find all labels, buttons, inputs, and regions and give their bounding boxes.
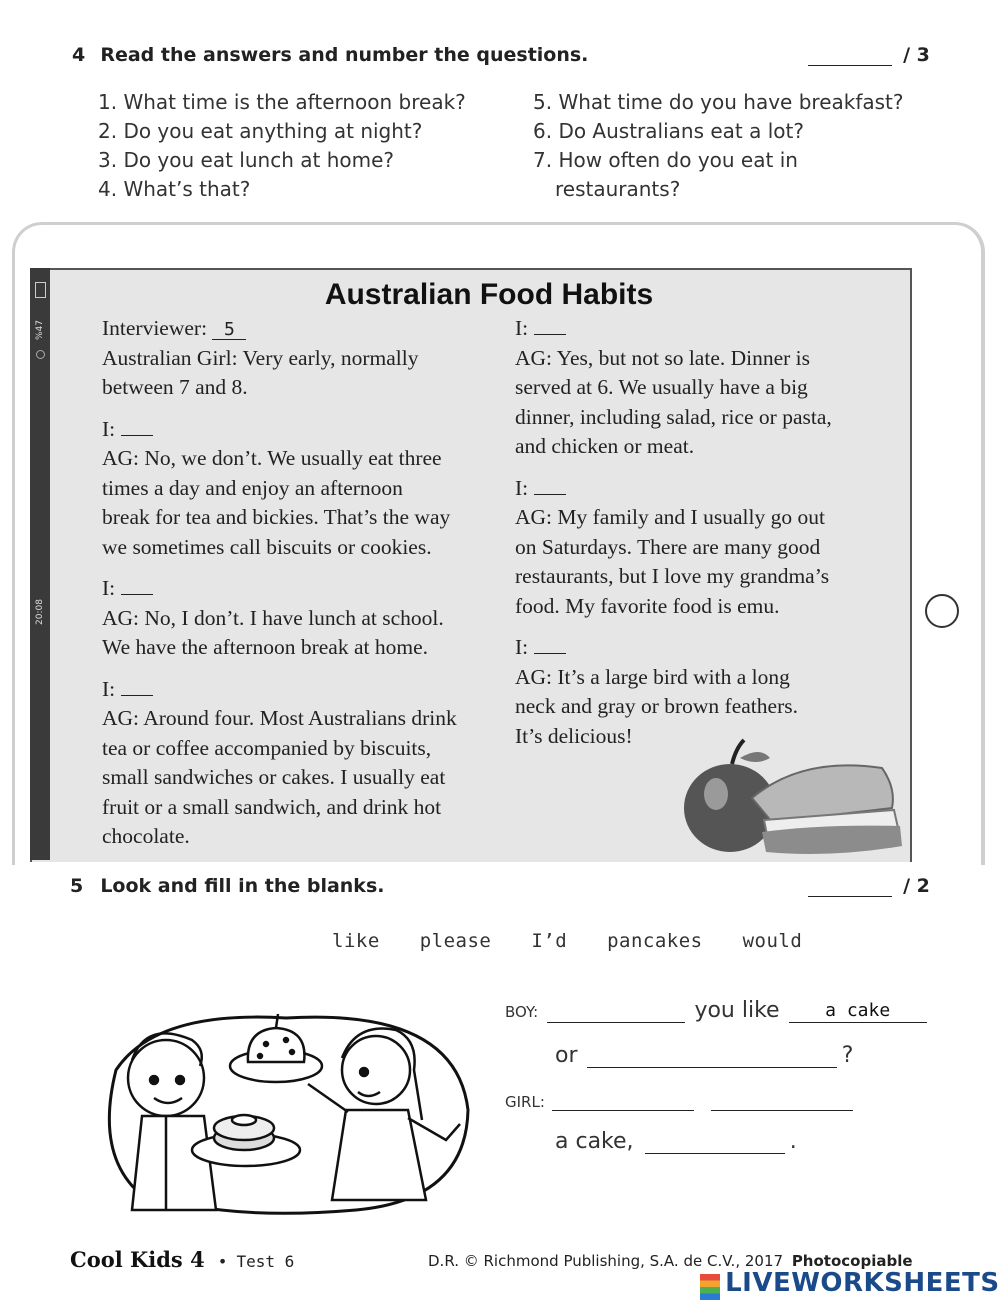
question-item: 6. Do Australians eat a lot?	[533, 119, 804, 143]
boy-blank-1[interactable]	[547, 1000, 685, 1023]
girl-icon	[308, 1029, 460, 1200]
or-text: or	[555, 1043, 578, 1068]
article-right-column	[515, 314, 900, 763]
dialog-block	[515, 474, 900, 622]
question-item: 5. What time do you have breakfast?	[533, 90, 904, 114]
answer-text: neck and gray or brown feathers.	[515, 694, 798, 718]
section5-score-input[interactable]	[808, 878, 892, 897]
boy-waiter-icon	[128, 1033, 216, 1210]
answer-text: small sandwiches or cakes. I usually eat	[102, 765, 446, 789]
answer-blank[interactable]	[534, 476, 566, 495]
word-bank	[318, 930, 816, 952]
answer-text: chocolate.	[102, 824, 190, 848]
question-item-continued: restaurants?	[555, 177, 681, 201]
boy-blank-filled[interactable]: a cake	[789, 1000, 927, 1023]
answer-blank[interactable]	[121, 576, 153, 595]
answer-text: fruit or a small sandwich, and drink hot	[102, 794, 442, 819]
girl-blank-1[interactable]	[552, 1088, 694, 1111]
boy-blank-2[interactable]	[587, 1045, 837, 1068]
girl-label: GIRL:	[505, 1093, 545, 1111]
answer-text: tea or coffee accompanied by biscuits,	[102, 735, 432, 760]
girl-line-2	[555, 1129, 797, 1154]
section5-score	[808, 875, 930, 897]
footer-brand-block	[70, 1247, 294, 1272]
footer-test: Test 6	[236, 1252, 295, 1271]
speaker-label: I:	[102, 416, 116, 441]
answer-text: AG: Around four. Most Australians drink	[102, 706, 457, 730]
bluetooth-icon	[36, 350, 45, 359]
boy-line-1	[505, 998, 945, 1023]
speaker-label: Interviewer:	[102, 316, 208, 340]
footer-copyright: D.R. © Richmond Publishing, S.A. de C.V., 2017	[428, 1252, 784, 1270]
question-item: 1. What time is the afternoon break?	[98, 90, 466, 114]
boy-label: BOY:	[505, 1003, 539, 1021]
sandwich-icon	[752, 765, 902, 854]
speaker-label: I:	[515, 475, 529, 500]
a-cake-text: a cake,	[555, 1129, 634, 1154]
answer-text: and chicken or meat.	[515, 434, 695, 458]
answer-text: AG: No, we don’t. We usually eat three	[102, 446, 442, 470]
section4-number: 4	[72, 44, 86, 66]
speaker-label: I:	[102, 576, 116, 600]
section4-score	[808, 44, 930, 66]
answer-blank[interactable]	[121, 417, 153, 436]
question-item: 3. Do you eat lunch at home?	[98, 148, 395, 172]
waiter-girl-illustration	[96, 1000, 476, 1225]
boy-line-2	[555, 1043, 853, 1068]
dialog-block	[102, 314, 492, 403]
question-item: 7. How often do you eat in	[533, 148, 798, 172]
section4-header	[72, 44, 588, 66]
answer-blank[interactable]	[121, 677, 153, 696]
home-button[interactable]	[925, 594, 959, 628]
battery-percent: %47	[35, 319, 45, 340]
answer-text: AG: No, I don’t. I have lunch at school.	[102, 605, 444, 630]
answer-text: We have the afternoon break at home.	[102, 635, 428, 659]
liveworksheets-text: LIVEWORKSHEETS	[725, 1268, 1000, 1298]
answer-text: AG: My family and I usually go out	[515, 505, 825, 529]
answer-text: Australian Girl: Very early, normally	[102, 345, 419, 370]
apple-sandwich-image	[682, 728, 907, 858]
tablet-status-bar	[30, 268, 50, 860]
answer-text: break for tea and bickies. That’s the way	[102, 505, 451, 529]
girl-line-1	[505, 1088, 853, 1111]
answer-text: It’s delicious!	[515, 723, 633, 748]
pancake-plate-icon	[192, 1115, 300, 1166]
answer-text: we sometimes call biscuits or cookies.	[102, 534, 432, 559]
word-bank-item: please	[419, 930, 492, 952]
speaker-label: I:	[515, 316, 529, 340]
answer-text: served at 6. We usually have a big	[515, 375, 808, 399]
answer-blank[interactable]: 5	[212, 321, 246, 340]
answer-blank[interactable]	[534, 316, 566, 335]
question-item: 2. Do you eat anything at night?	[98, 119, 423, 143]
answer-text: times a day and enjoy an afternoon	[102, 475, 403, 500]
answer-text: between 7 and 8.	[102, 375, 248, 399]
answer-blank[interactable]	[534, 635, 566, 654]
footer-brand: Cool Kids 4	[70, 1247, 205, 1272]
period: .	[789, 1129, 797, 1154]
section5-score-total: / 2	[903, 875, 930, 897]
word-bank-item: I’d	[531, 930, 568, 952]
dialog-block	[515, 314, 900, 462]
section5-header	[70, 875, 384, 897]
questions-left	[98, 88, 466, 204]
liveworksheets-logo-icon	[700, 1274, 720, 1300]
answer-text: AG: Yes, but not so late. Dinner is	[515, 345, 811, 370]
question-mark: ?	[841, 1043, 854, 1068]
word-bank-item: would	[742, 930, 803, 952]
speaker-label: I:	[515, 635, 529, 659]
section4-score-input[interactable]	[808, 47, 892, 66]
section5-title: Look and fill in the blanks.	[100, 875, 385, 897]
cake-plate-icon	[230, 1014, 322, 1082]
section5-number: 5	[70, 875, 84, 897]
footer-photocopiable: Photocopiable	[791, 1252, 913, 1270]
section4-title: Read the answers and number the questions.	[100, 44, 589, 66]
answer-text: restaurants, but I love my grandma’s	[515, 564, 830, 588]
speaker-label: I:	[102, 676, 116, 701]
girl-blank-3[interactable]	[645, 1131, 785, 1154]
battery-icon	[35, 282, 46, 298]
answer-text: on Saturdays. There are many good	[515, 534, 821, 559]
dialog-block	[102, 675, 492, 852]
dialog-block	[102, 415, 492, 563]
section4-score-total: / 3	[903, 44, 930, 66]
question-item: 4. What’s that?	[98, 177, 251, 201]
article-left-column	[102, 314, 492, 864]
answer-text: dinner, including salad, rice or pasta,	[515, 404, 832, 429]
footer-bullet: •	[217, 1252, 228, 1271]
girl-blank-2[interactable]	[711, 1088, 853, 1111]
word-bank-item: like	[332, 930, 380, 952]
answer-text: food. My favorite food is emu.	[515, 593, 780, 618]
status-time: 20:08	[35, 599, 45, 625]
boy-you-like-text: you like	[694, 998, 780, 1023]
answer-text: AG: It’s a large bird with a long	[515, 664, 790, 689]
liveworksheets-logo[interactable]	[700, 1268, 1000, 1300]
dialog-block	[102, 574, 492, 663]
word-bank-item: pancakes	[607, 930, 703, 952]
article-title: Australian Food Habits	[324, 278, 654, 311]
questions-right	[533, 88, 904, 204]
